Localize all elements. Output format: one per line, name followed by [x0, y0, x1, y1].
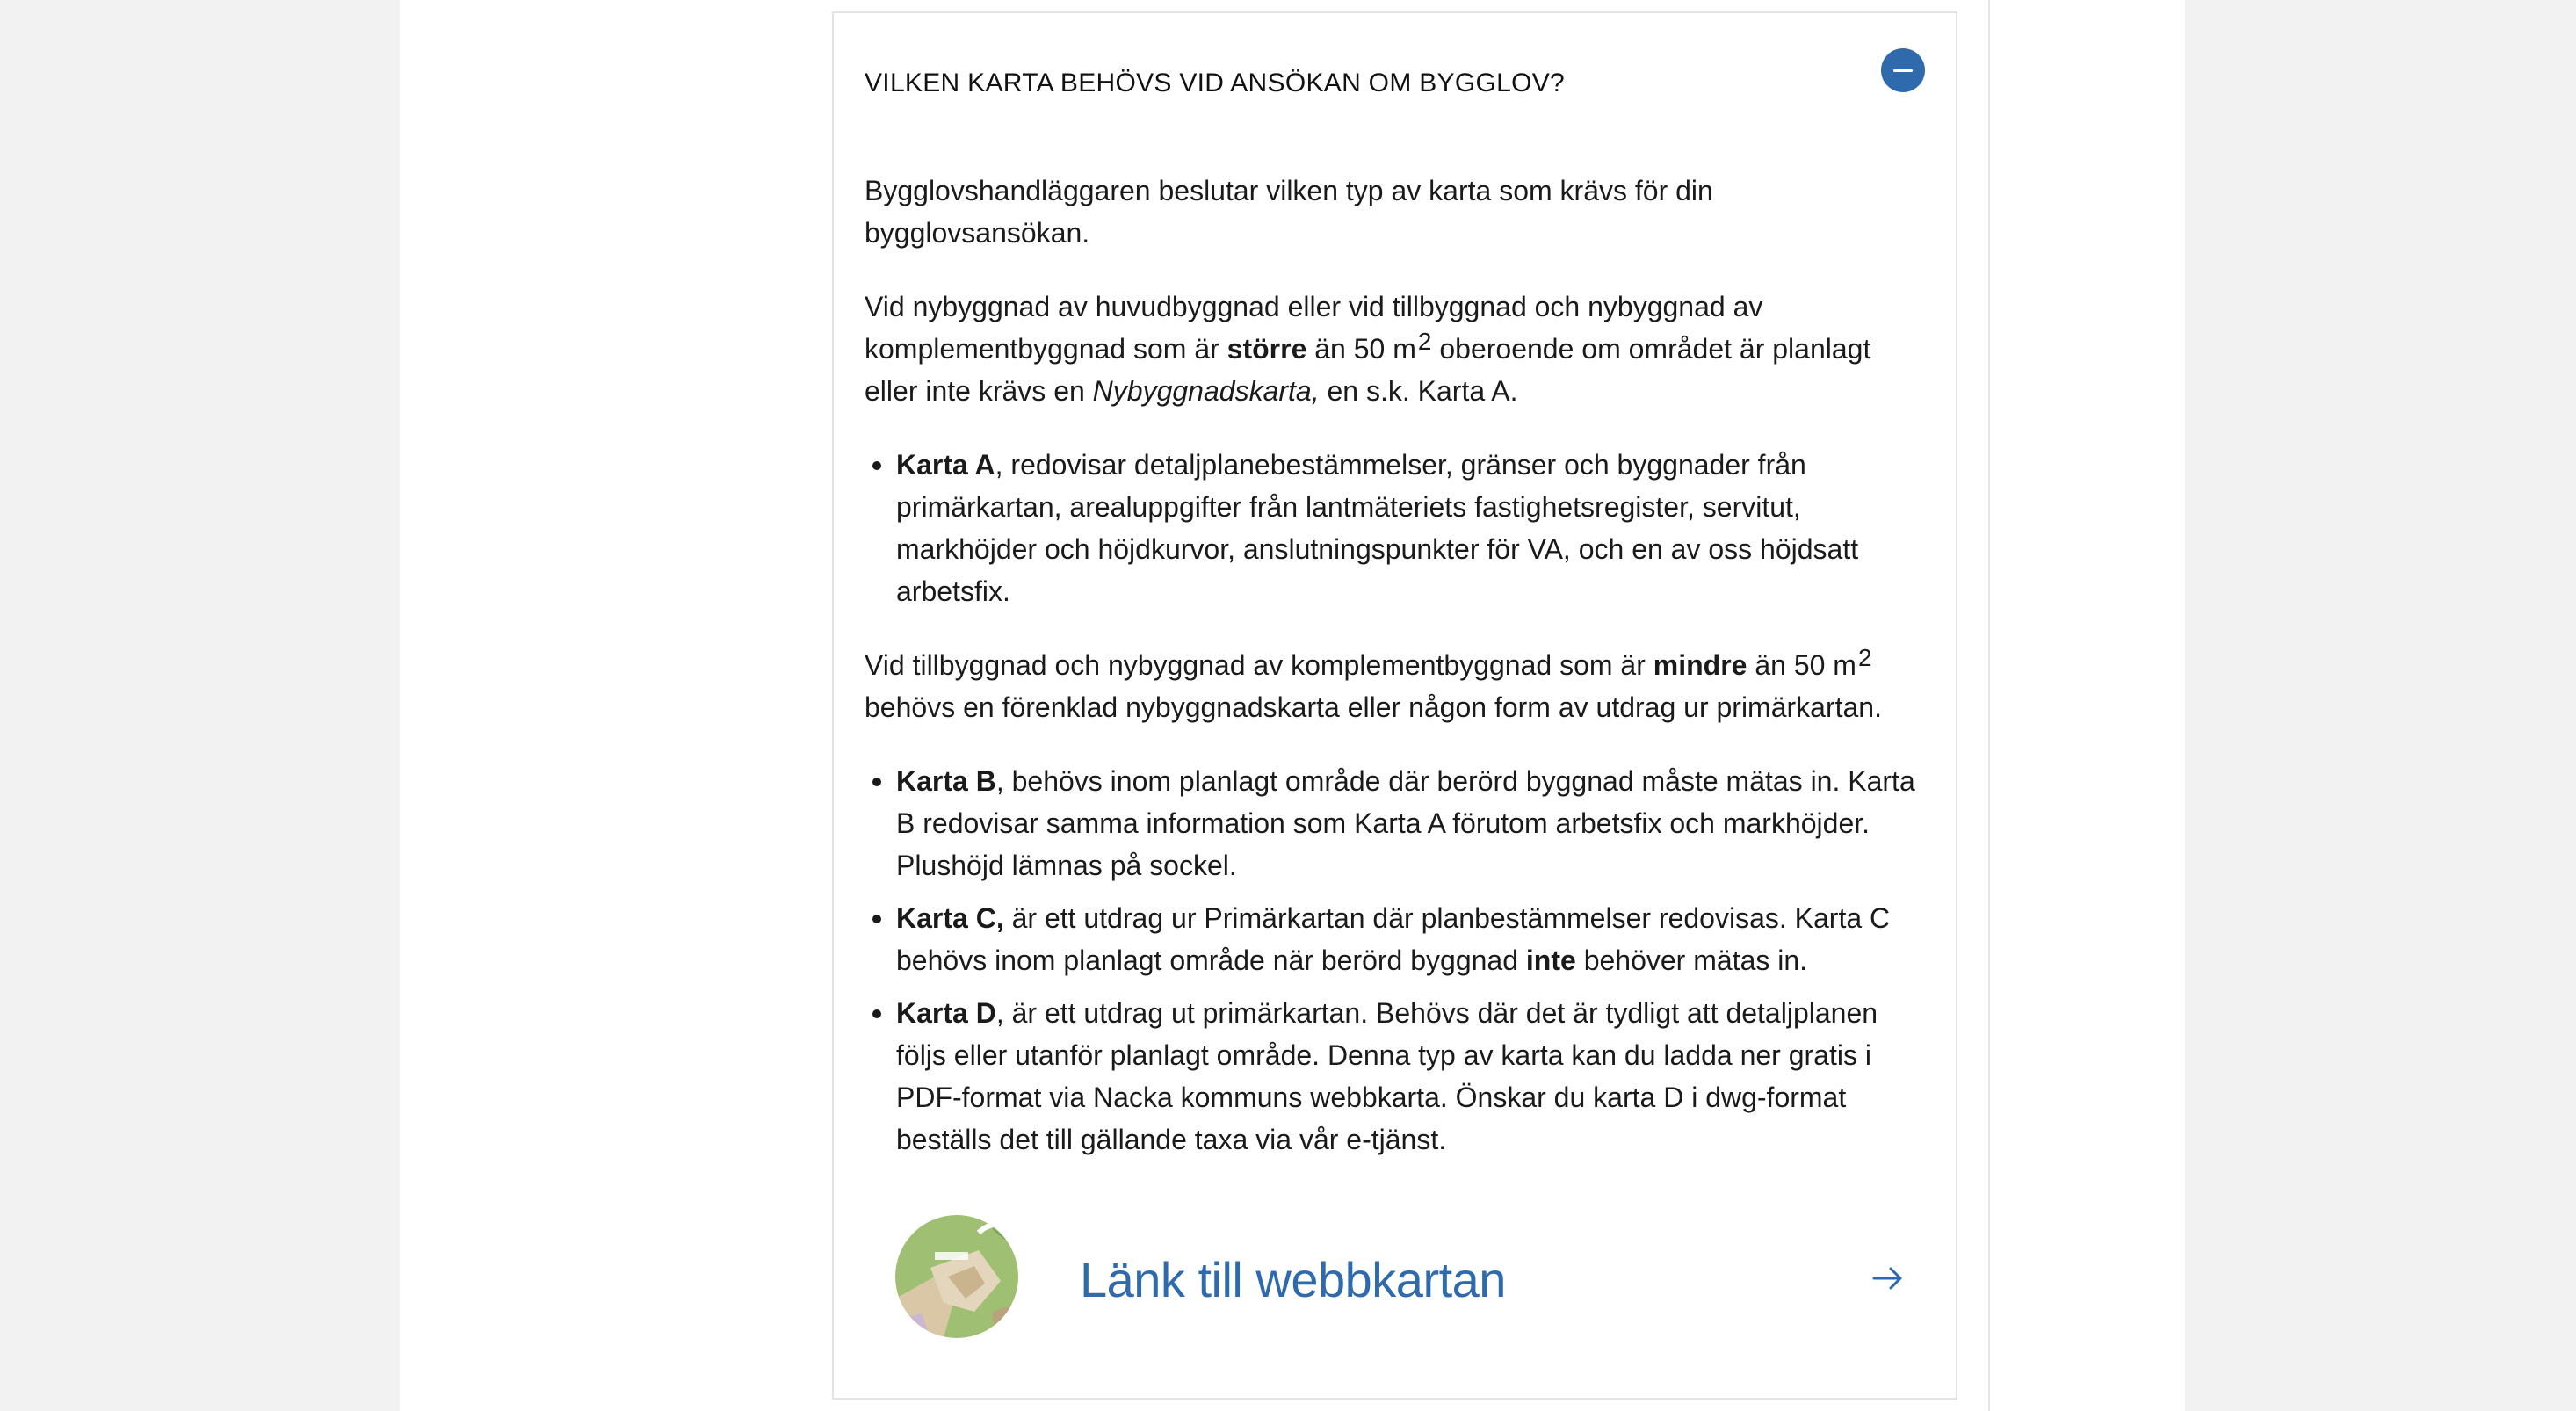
accordion-header[interactable]: [834, 13, 1956, 127]
minus-circle-icon[interactable]: [1881, 48, 1925, 92]
paragraph-forenklad: Vid tillbyggnad och nybyggnad av komplementbyggnad som är mindre än 50 $m^2$ behövs en förenklad nybyggnadskarta eller någon form av utdrag ur primärkartan.: [865, 644, 1882, 723]
page-content: [400, 0, 2185, 1411]
accordion-title[interactable]: VILKEN KARTA BEHÖVS VID ANSÖKAN OM BYGGLOV?: [865, 69, 1566, 98]
list-item-karta-d: Karta D, är ett utdrag ut primärkartan. Behövs där det är tydligt att detaljplanen följs eller utanför planlagt område. Denna typ av karta kan du ladda ner gratis i PDF-format via Nacka kommuns webbkarta. Önskar du karta D i dwg-format beställs det till gällande taxa via vår e-tjänst.: [865, 992, 1928, 1161]
map-thumbnail-icon[interactable]: [895, 1215, 1018, 1338]
intro-paragraph: Bygglovshandläggaren beslutar vilken typ av karta som krävs för din bygglovsansökan.: [865, 175, 1713, 249]
paragraph-nybyggnadskarta: Vid nybyggnad av huvudbyggnad eller vid tillbyggnad och nybyggnad av komplementbyggnad som är större än 50 $m^2$ oberoende om området är planlagt eller inte krävs en Nybyggnadskarta, en s.k. Karta A.: [865, 291, 1871, 407]
list-item-karta-b: Karta B, behövs inom planlagt område där berörd byggnad måste mätas in. Karta B redovisar samma information som Karta A förutom arbetsfix och markhöjder. Plushöjd lämnas på sockel.: [865, 760, 1928, 886]
webbkarta-link-label[interactable]: Länk till webbkartan: [1080, 1252, 1506, 1307]
webbkarta-link[interactable]: [895, 1215, 1906, 1347]
arrow-right-icon[interactable]: [1870, 1261, 1906, 1296]
list-item-karta-c: Karta C, är ett utdrag ur Primärkartan där planbestämmelser redovisas. Karta C behövs inom planlagt område när berörd byggnad inte behöver mätas in.: [865, 897, 1928, 981]
list-item-karta-a: Karta A, redovisar detaljplanebestämmelser, gränser och byggnader från primärkartan, arealuppgifter från lantmäteriets fastighetsregister, servitut, markhöjder och höjdkurvor, anslutningspunkter för VA, och en av oss höjdsatt arbetsfix.: [865, 444, 1928, 612]
karta-a-list: [865, 444, 1928, 612]
column-divider: [1988, 0, 1990, 1411]
karta-bcd-list: [865, 760, 1928, 1161]
accordion-body: [865, 170, 1928, 1192]
faq-accordion: [832, 11, 1957, 1400]
